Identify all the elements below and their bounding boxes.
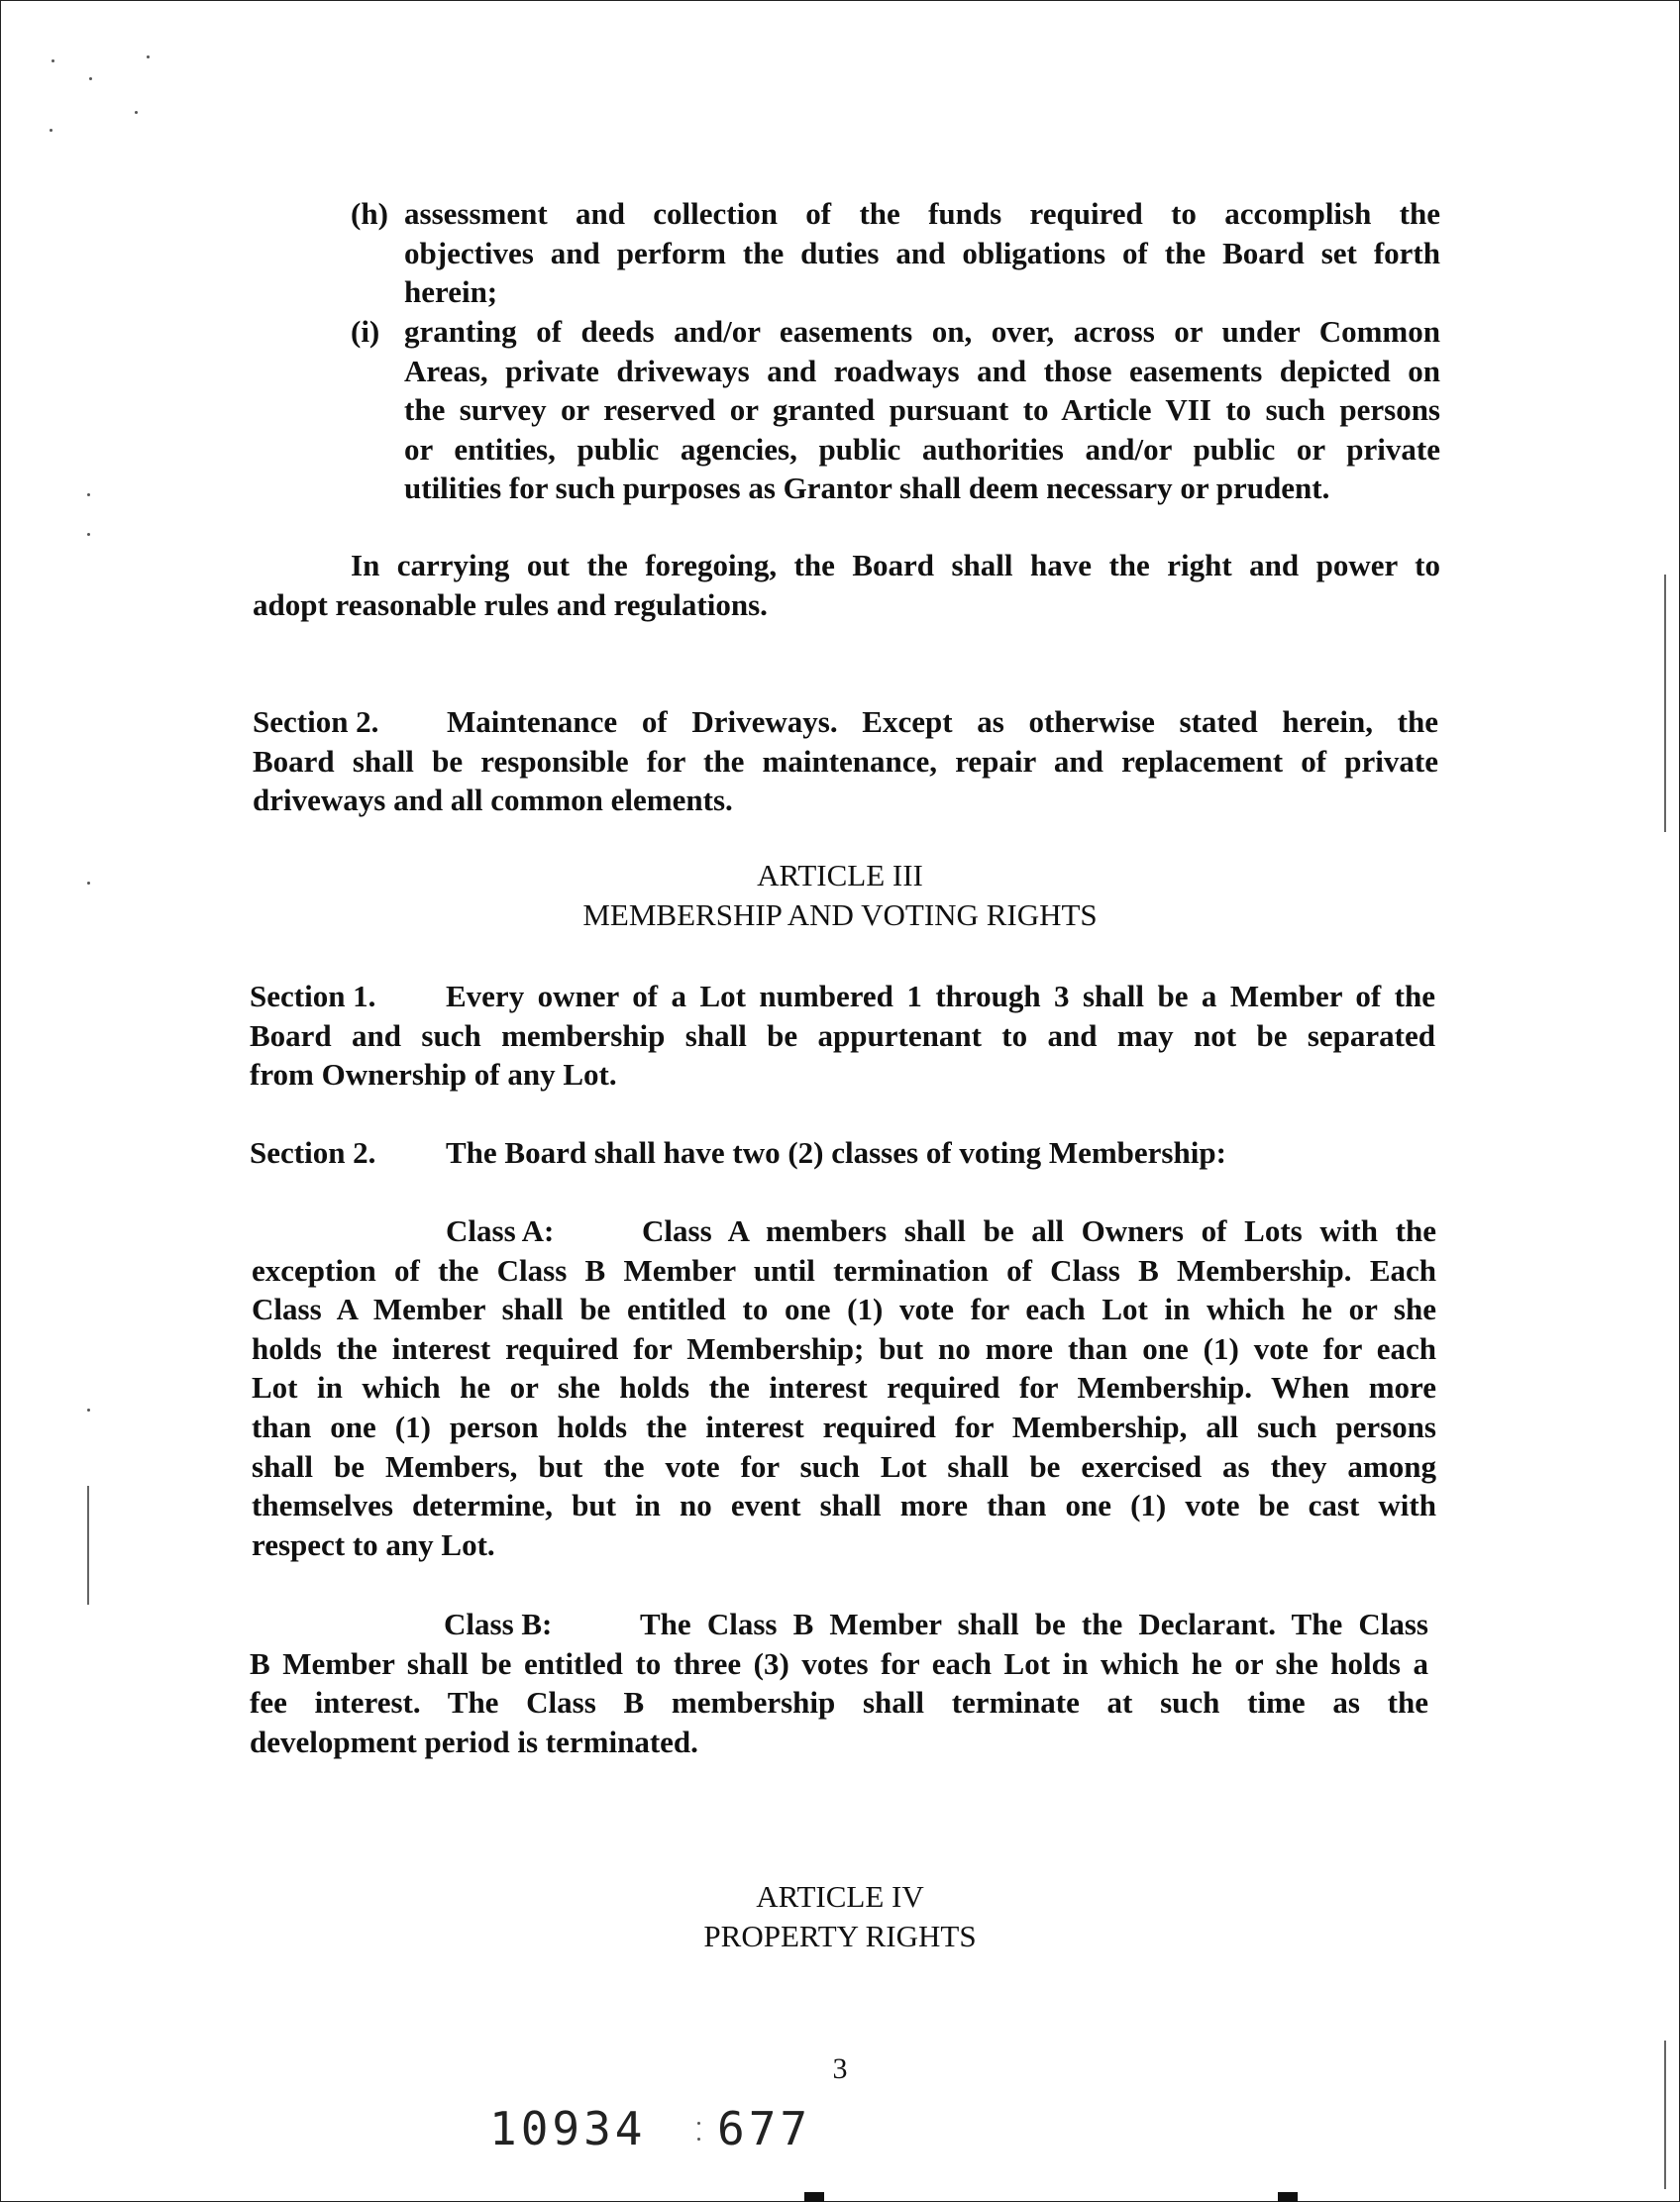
list-item-i <box>351 312 1440 508</box>
class-b-paragraph <box>250 1605 1428 1761</box>
text-line: B Member shall be entitled to three (3) votes for each Lot in which he or she holds a <box>250 1645 1428 1681</box>
text-line: granting of deeds and/or easements on, over, across or under Common <box>404 314 1440 349</box>
membership-section-2 <box>250 1133 1435 1173</box>
membership-section-1 <box>250 977 1435 1095</box>
scan-speck <box>87 493 90 496</box>
text-line: Areas, private driveways and roadways and those easements depicted on <box>404 353 1440 388</box>
scan-edge-mark <box>87 1486 89 1605</box>
text-line: respect to any Lot. <box>252 1526 495 1562</box>
text-line: exception of the Class B Member until termination of Class B Membership. Each <box>252 1252 1436 1288</box>
class-heading-line <box>252 1211 1436 1251</box>
text-line: herein; <box>404 274 498 310</box>
list-marker: (h) <box>351 196 388 231</box>
article-iv-subtitle: PROPERTY RIGHTS <box>703 1919 977 1953</box>
text-line: assessment and collection of the funds required to accomplish the <box>404 196 1440 231</box>
section-first-line: Every owner of a Lot numbered 1 through 3 shall be a Member of the <box>446 979 1435 1013</box>
foregoing-paragraph <box>253 546 1440 624</box>
driveways-section <box>253 702 1438 820</box>
recording-stamp-book: 10934 <box>489 2102 647 2155</box>
scan-edge-mark <box>1664 575 1666 832</box>
scan-speck <box>89 77 92 80</box>
text-line: utilities for such purposes as Grantor shall deem necessary or prudent. <box>404 471 1330 506</box>
section-label: Section 2. <box>250 1135 376 1170</box>
section-label: Section 2. <box>253 704 379 739</box>
class-a-paragraph <box>252 1211 1436 1564</box>
scan-bottom-bar <box>804 2192 824 2202</box>
scan-speck <box>87 533 90 536</box>
text-line: or entities, public agencies, public authorities and/or public or private <box>404 431 1440 467</box>
scan-bottom-bar <box>1278 2192 1298 2202</box>
text-line: themselves determine, but in no event shall more than one (1) vote be cast with <box>252 1488 1436 1523</box>
recording-stamp-page: 677 <box>717 2102 812 2155</box>
stamp-dot <box>697 2138 700 2141</box>
scan-speck <box>147 55 150 58</box>
section-text: The Board shall have two (2) classes of voting Membership: <box>446 1135 1226 1170</box>
text-line: objectives and perform the duties and obligations of the Board set forth <box>404 235 1440 270</box>
text-line: Class A Member shall be entitled to one (1) vote for each Lot in which he or she <box>252 1292 1436 1327</box>
article-iv-title: ARTICLE IV <box>756 1879 924 1914</box>
list-marker: (i) <box>351 314 380 349</box>
text-line: In carrying out the foregoing, the Board shall have the right and power to <box>351 548 1440 582</box>
text-line: adopt reasonable rules and regulations. <box>253 586 768 622</box>
text-line: than one (1) person holds the interest required for Membership, all such persons <box>252 1409 1436 1444</box>
text-line: Board and such membership shall be appurtenant to and may not be separated <box>250 1017 1435 1053</box>
class-first-line: Class A members shall be all Owners of Lots with the <box>642 1213 1436 1248</box>
text-line: Lot in which he or she holds the interest required for Membership. When more <box>252 1370 1436 1406</box>
section-heading-line <box>253 702 1438 742</box>
text-line: the survey or reserved or granted pursuant to Article VII to such persons <box>404 392 1440 428</box>
text-line: from Ownership of any Lot. <box>250 1057 617 1093</box>
stamp-dot <box>697 2122 700 2125</box>
scan-speck <box>135 111 138 114</box>
scan-speck <box>50 129 52 132</box>
text-line: driveways and all common elements. <box>253 783 733 818</box>
class-heading-line <box>250 1605 1428 1644</box>
article-iii-subtitle: MEMBERSHIP AND VOTING RIGHTS <box>582 897 1098 932</box>
section-heading-line <box>250 977 1435 1016</box>
class-label: Class B: <box>444 1607 553 1641</box>
list-item-h <box>351 194 1440 312</box>
page-number: 3 <box>832 2052 848 2085</box>
section-first-line: Maintenance of Driveways. Except as otherwise stated herein, the <box>447 704 1438 739</box>
article-iii-title: ARTICLE III <box>757 858 923 892</box>
text-line: shall be Members, but the vote for such Lot shall be exercised as they among <box>252 1448 1436 1484</box>
class-label: Class A: <box>446 1213 555 1248</box>
class-first-line: The Class B Member shall be the Declarant. The Class <box>640 1607 1428 1641</box>
scan-speck <box>87 1409 90 1412</box>
section-label: Section 1. <box>250 979 376 1013</box>
scan-speck <box>52 59 54 62</box>
text-line: Board shall be responsible for the maintenance, repair and replacement of private <box>253 743 1438 779</box>
text-line: fee interest. The Class B membership shall terminate at such time as the <box>250 1685 1428 1721</box>
text-line: holds the interest required for Membership; but no more than one (1) vote for each <box>252 1330 1436 1366</box>
text-line: development period is terminated. <box>250 1724 698 1759</box>
